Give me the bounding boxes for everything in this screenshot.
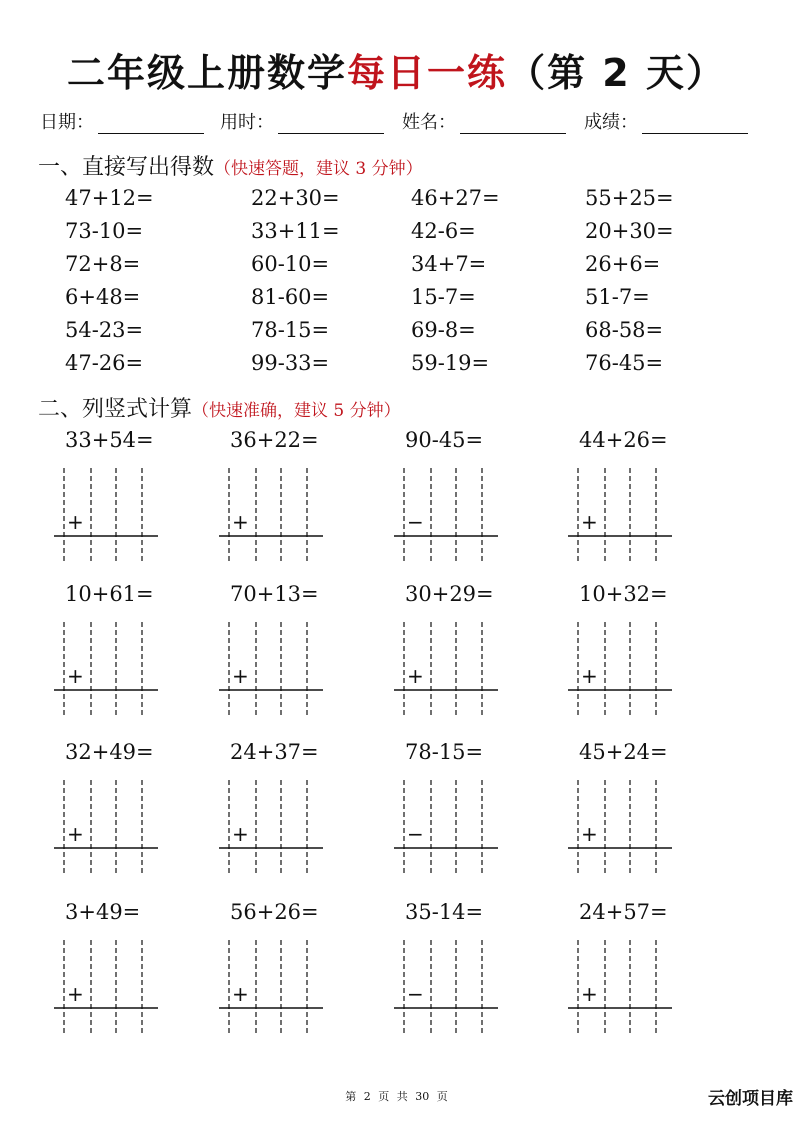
section-oral-heading xyxy=(38,150,423,181)
vertical-problem xyxy=(394,900,544,1040)
score-blank[interactable] xyxy=(642,113,748,134)
page-label-prefix: 第 xyxy=(345,1090,357,1103)
section-vertical-hint: （快速准确，建议 5 分钟） xyxy=(192,401,401,421)
vertical-problem-expression: 35-14= xyxy=(405,900,484,924)
oral-problem: 47-26= xyxy=(65,351,144,375)
section-oral-hint: （快速答题，建议 3 分钟） xyxy=(214,159,423,179)
oral-problem: 46+27= xyxy=(411,186,500,210)
oral-problem: 73-10= xyxy=(65,219,144,243)
vertical-problem-expression: 32+49= xyxy=(65,740,154,764)
page-label-total-unit: 页 xyxy=(436,1090,448,1103)
vertical-problem xyxy=(54,582,204,722)
operator-sign: − xyxy=(407,510,424,534)
vertical-problem xyxy=(568,900,718,1040)
score-label: 成绩： xyxy=(584,112,638,133)
oral-problem: 54-23= xyxy=(65,318,144,342)
operator-sign: − xyxy=(407,982,424,1006)
vertical-problem-expression: 33+54= xyxy=(65,428,154,452)
vertical-problem xyxy=(568,582,718,722)
operator-sign: + xyxy=(232,664,249,688)
oral-problem: 20+30= xyxy=(585,219,674,243)
operator-sign: − xyxy=(407,822,424,846)
oral-problem: 15-7= xyxy=(411,285,476,309)
oral-problem: 81-60= xyxy=(251,285,330,309)
vertical-problem-expression: 45+24= xyxy=(579,740,668,764)
oral-problem: 99-33= xyxy=(251,351,330,375)
date-label: 日期： xyxy=(40,112,94,133)
title-day: （第 2 天） xyxy=(507,51,726,95)
vertical-calc-workspace[interactable] xyxy=(568,610,678,722)
vertical-problem-expression: 70+13= xyxy=(230,582,319,606)
operator-sign: + xyxy=(67,510,84,534)
oral-problem: 60-10= xyxy=(251,252,330,276)
vertical-problem-expression: 30+29= xyxy=(405,582,494,606)
operator-sign: + xyxy=(581,982,598,1006)
page-label-unit: 页 xyxy=(378,1090,390,1103)
vertical-problem-expression: 24+57= xyxy=(579,900,668,924)
operator-sign: + xyxy=(232,510,249,534)
time-blank[interactable] xyxy=(278,113,384,134)
vertical-calc-workspace[interactable] xyxy=(54,610,164,722)
vertical-problem xyxy=(394,582,544,722)
oral-problem: 78-15= xyxy=(251,318,330,342)
name-blank[interactable] xyxy=(460,113,566,134)
section-vertical-title: 二、列竖式计算 xyxy=(38,397,193,422)
oral-problem: 6+48= xyxy=(65,285,141,309)
vertical-calc-workspace[interactable] xyxy=(568,456,678,568)
vertical-calc-workspace[interactable] xyxy=(219,456,329,568)
page-total: 30 xyxy=(415,1090,430,1103)
oral-problem: 59-19= xyxy=(411,351,490,375)
vertical-problem-expression: 10+61= xyxy=(65,582,154,606)
oral-problem: 68-58= xyxy=(585,318,664,342)
score-field xyxy=(584,108,748,134)
date-field xyxy=(40,108,204,134)
oral-problem: 76-45= xyxy=(585,351,664,375)
oral-problem: 33+11= xyxy=(251,219,340,243)
operator-sign: + xyxy=(67,982,84,1006)
vertical-problem xyxy=(219,582,369,722)
vertical-problem-expression: 78-15= xyxy=(405,740,484,764)
vertical-problem-expression: 36+22= xyxy=(230,428,319,452)
oral-problem: 42-6= xyxy=(411,219,476,243)
oral-problem: 26+6= xyxy=(585,252,661,276)
operator-sign: + xyxy=(67,664,84,688)
name-label: 姓名： xyxy=(402,112,456,133)
vertical-calc-workspace[interactable] xyxy=(54,768,164,880)
vertical-problem-expression: 90-45= xyxy=(405,428,484,452)
vertical-calc-workspace[interactable] xyxy=(394,768,504,880)
page-footer xyxy=(0,1088,793,1104)
vertical-problem xyxy=(54,740,204,880)
oral-problem: 47+12= xyxy=(65,186,154,210)
vertical-calc-workspace[interactable] xyxy=(54,928,164,1040)
oral-problem: 69-8= xyxy=(411,318,476,342)
operator-sign: + xyxy=(67,822,84,846)
operator-sign: + xyxy=(407,664,424,688)
vertical-problem-expression: 10+32= xyxy=(579,582,668,606)
vertical-problem xyxy=(568,740,718,880)
vertical-problem xyxy=(394,428,544,568)
name-field xyxy=(402,108,566,134)
date-blank[interactable] xyxy=(98,113,204,134)
vertical-calc-workspace[interactable] xyxy=(394,928,504,1040)
section-oral-title: 一、直接写出得数 xyxy=(38,155,215,180)
vertical-problem xyxy=(568,428,718,568)
vertical-calc-workspace[interactable] xyxy=(394,456,504,568)
worksheet-title xyxy=(0,42,793,97)
vertical-calc-workspace[interactable] xyxy=(219,928,329,1040)
vertical-problem xyxy=(394,740,544,880)
time-label: 用时： xyxy=(220,112,274,133)
operator-sign: + xyxy=(581,510,598,534)
section-vertical-heading xyxy=(38,392,401,423)
oral-problem: 51-7= xyxy=(585,285,650,309)
vertical-problem xyxy=(54,900,204,1040)
vertical-problem xyxy=(219,428,369,568)
vertical-calc-workspace[interactable] xyxy=(394,610,504,722)
vertical-problem xyxy=(54,428,204,568)
operator-sign: + xyxy=(232,982,249,1006)
info-row xyxy=(40,108,760,134)
vertical-problem-expression: 44+26= xyxy=(579,428,668,452)
vertical-problem-expression: 3+49= xyxy=(65,900,141,924)
page-label-total-prefix: 共 xyxy=(396,1090,408,1103)
title-daily-practice: 每日一练 xyxy=(347,51,508,95)
oral-problem: 55+25= xyxy=(585,186,674,210)
vertical-calc-workspace[interactable] xyxy=(568,768,678,880)
operator-sign: + xyxy=(232,822,249,846)
operator-sign: + xyxy=(581,822,598,846)
vertical-problem xyxy=(219,900,369,1040)
page-current: 2 xyxy=(363,1090,371,1103)
oral-problem: 72+8= xyxy=(65,252,141,276)
oral-problem: 34+7= xyxy=(411,252,487,276)
time-field xyxy=(220,108,384,134)
brand-watermark: 云创项目库 xyxy=(708,1089,793,1109)
operator-sign: + xyxy=(581,664,598,688)
vertical-problem-expression: 24+37= xyxy=(230,740,319,764)
title-grade: 二年级上册数学 xyxy=(67,51,348,95)
vertical-problem-expression: 56+26= xyxy=(230,900,319,924)
vertical-calc-workspace[interactable] xyxy=(219,610,329,722)
vertical-problem xyxy=(219,740,369,880)
vertical-calc-workspace[interactable] xyxy=(54,456,164,568)
vertical-calc-workspace[interactable] xyxy=(568,928,678,1040)
oral-problem: 22+30= xyxy=(251,186,340,210)
vertical-calc-workspace[interactable] xyxy=(219,768,329,880)
